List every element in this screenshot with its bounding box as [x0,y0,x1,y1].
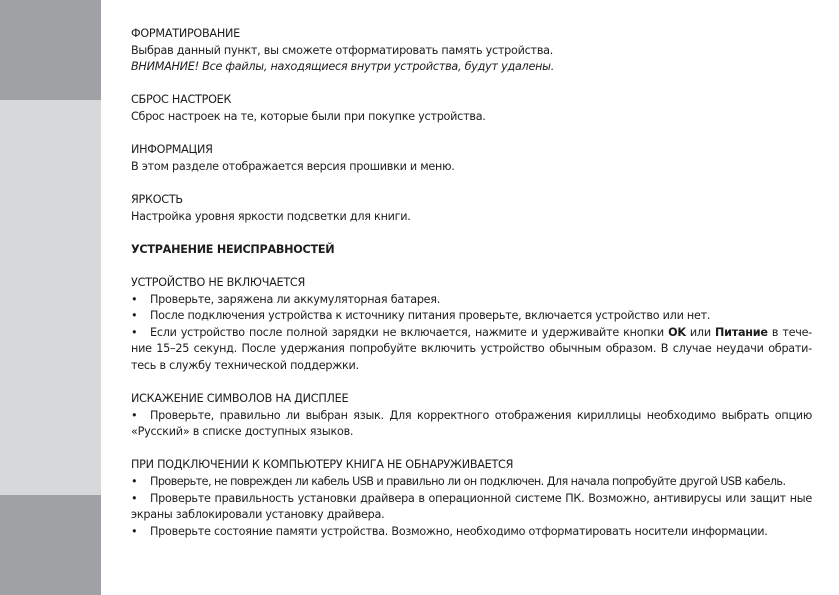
list-item [131,325,812,375]
format-warning: ВНИМАНИЕ! Все файлы, находящиеся внутри устройства, будут удалены. [131,60,555,74]
bullet-mark: • [131,309,138,323]
display-item-1: Проверьте, правильно ли выбран язык. Для корректного отображения кириллицы необходимо выбрать опцию «Русский» в списке доступных языков. [131,408,812,439]
reset-heading: СБРОС НАСТРОЕК [131,93,232,107]
no-power-heading: УСТРОЙСТВО НЕ ВКЛЮЧАЕТСЯ [131,275,306,289]
pc-item-3: Проверьте состояние памяти устройства. Возможно, необходимо отформатировать носители информации. [150,524,768,538]
bullet-mark: • [131,475,138,489]
no-power-item-3-start: Если устройство после полной зарядки не включается, нажмите и удерживайте кнопки [150,325,669,339]
list-item [131,292,812,309]
brightness-text: Настройка уровня яркости подсветки для книги. [131,209,411,223]
list-item [131,474,812,491]
no-power-item-3-end: в тече-ние 15–25 секунд. После удержания попробуйте включить устройство обычным образом. В случае неудачи обрати-тесь в службу технической поддержки. [131,325,813,372]
list-item [131,408,812,441]
bullet-mark: • [131,325,138,339]
pc-item-1: Проверьте, не поврежден ли кабель USB и правильно ли он подключен. Для начала попробуйте другой USB кабель. [150,475,786,489]
no-power-item-3-or: или [685,325,716,339]
bullet-mark: • [131,491,138,505]
sidebar-band-top [0,0,101,100]
bullet-mark: • [131,408,138,422]
pc-heading: ПРИ ПОДКЛЮЧЕНИИ К КОМПЬЮТЕРУ КНИГА НЕ ОБНАРУЖИВАЕТСЯ [131,458,514,472]
display-heading: ИСКАЖЕНИЕ СИМВОЛОВ НА ДИСПЛЕЕ [131,392,349,406]
bullet-mark: • [131,292,138,306]
list-item [131,524,812,541]
bullet-mark: • [131,524,138,538]
info-text: В этом разделе отображается версия прошивки и меню. [131,159,455,173]
format-heading: ФОРМАТИРОВАНИЕ [131,27,240,40]
troubleshooting-title: УСТРАНЕНИЕ НЕИСПРАВНОСТЕЙ [131,242,335,256]
sidebar-band-middle [0,100,101,495]
manual-page-content [131,26,812,540]
ok-button-name: OK [668,325,686,339]
power-button-name: Питание [715,325,768,339]
format-text: Выбрав данный пункт, вы сможете отформатировать память устройства. [131,43,554,57]
brightness-heading: ЯРКОСТЬ [131,192,183,206]
list-item [131,491,812,524]
reset-text: Сброс настроек на те, которые были при покупке устройства. [131,109,486,123]
sidebar-band-bottom [0,495,101,595]
info-heading: ИНФОРМАЦИЯ [131,143,213,157]
no-power-item-1: Проверьте, заряжена ли аккумуляторная батарея. [150,292,441,306]
pc-item-2: Проверьте правильность установки драйвера в операционной системе ПК. Возможно, антивирусы или защит ные экраны заблокировали установку драйвера. [131,491,812,522]
list-item [131,308,812,325]
no-power-item-2: После подключения устройства к источнику питания проверьте, включается устройство или нет. [150,309,711,323]
